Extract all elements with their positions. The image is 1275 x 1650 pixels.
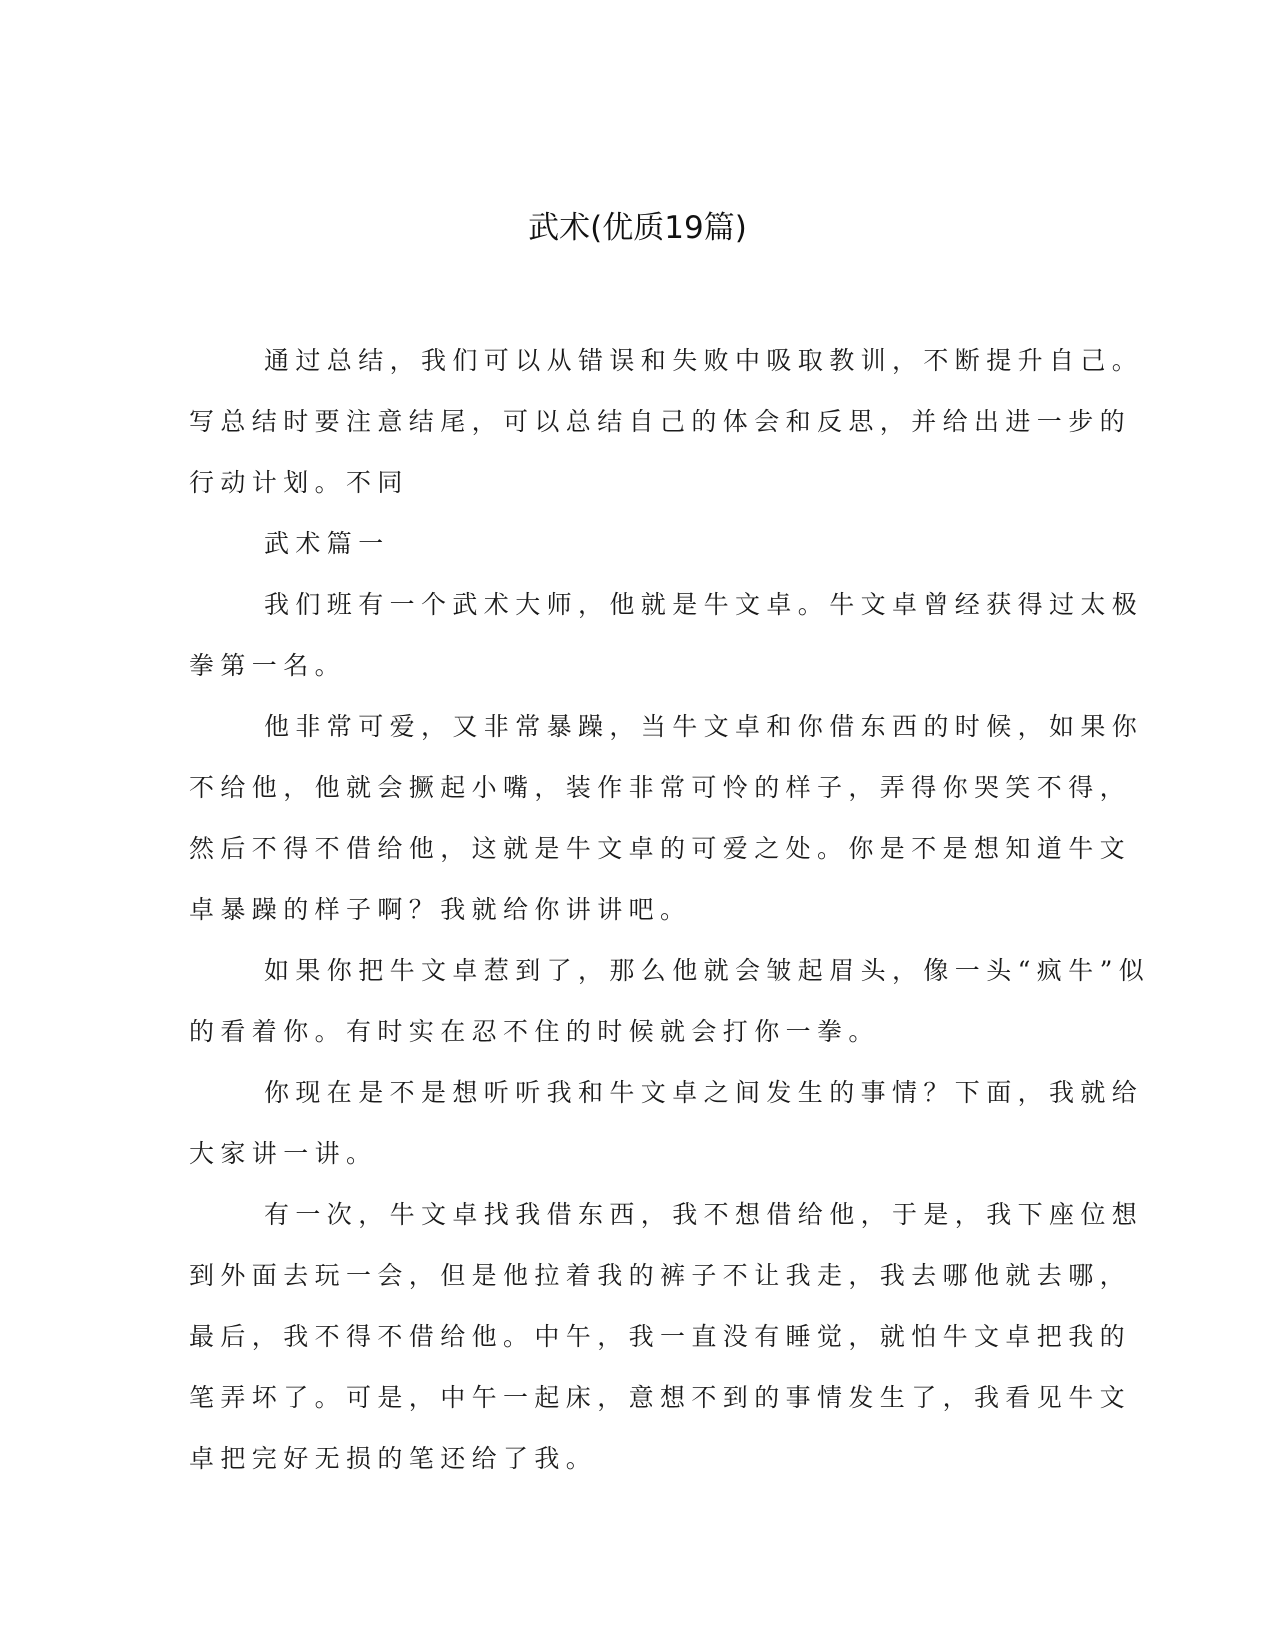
text-line: 的看着你。有时实在忍不住的时候就会打你一拳。	[189, 1017, 880, 1046]
text-line: 不给他，他就会撅起小嘴，装作非常可怜的样子，弄得你哭笑不得，	[189, 773, 1132, 802]
text-line: 最后，我不得不借给他。中午，我一直没有睡觉，就怕牛文卓把我的	[189, 1322, 1132, 1351]
text-line: 大家讲一讲。	[189, 1139, 378, 1168]
text-line: 行动计划。不同	[189, 468, 409, 497]
document-title: 武术(优质19篇)	[528, 210, 747, 246]
paragraph	[189, 1184, 1144, 1489]
section-heading	[189, 513, 1081, 574]
text-line: 到外面去玩一会，但是他拉着我的裤子不让我走，我去哪他就去哪，	[189, 1261, 1132, 1290]
text-line: 如果你把牛文卓惹到了，那么他就会皱起眉头，像一头“疯牛”似	[264, 956, 1151, 985]
text-line: 然后不得不借给他，这就是牛文卓的可爱之处。你是不是想知道牛文	[189, 834, 1132, 863]
paragraph	[189, 1062, 1144, 1184]
text-line: 通过总结，我们可以从错误和失败中吸取教训，不断提升自己。	[264, 346, 1144, 375]
document-body	[189, 330, 1151, 1489]
text-line: 写总结时要注意结尾，可以总结自己的体会和反思，并给出进一步的	[189, 407, 1132, 436]
text-line: 他非常可爱，又非常暴躁，当牛文卓和你借东西的时候，如果你	[264, 712, 1144, 741]
text-line: 拳第一名。	[189, 651, 347, 680]
paragraph	[189, 574, 1144, 696]
paragraph-intro	[189, 330, 1144, 513]
text-line: 有一次，牛文卓找我借东西，我不想借给他，于是，我下座位想	[264, 1200, 1144, 1229]
paragraph	[189, 940, 1151, 1062]
text-line: 武术篇一	[264, 529, 390, 558]
text-line: 卓暴躁的样子啊？我就给你讲讲吧。	[189, 895, 692, 924]
text-line: 我们班有一个武术大师，他就是牛文卓。牛文卓曾经获得过太极	[264, 590, 1144, 619]
text-line: 卓把完好无损的笔还给了我。	[189, 1444, 598, 1473]
text-line: 你现在是不是想听听我和牛文卓之间发生的事情？下面，我就给	[264, 1078, 1144, 1107]
paragraph	[189, 696, 1144, 940]
text-line: 笔弄坏了。可是，中午一起床，意想不到的事情发生了，我看见牛文	[189, 1383, 1132, 1412]
